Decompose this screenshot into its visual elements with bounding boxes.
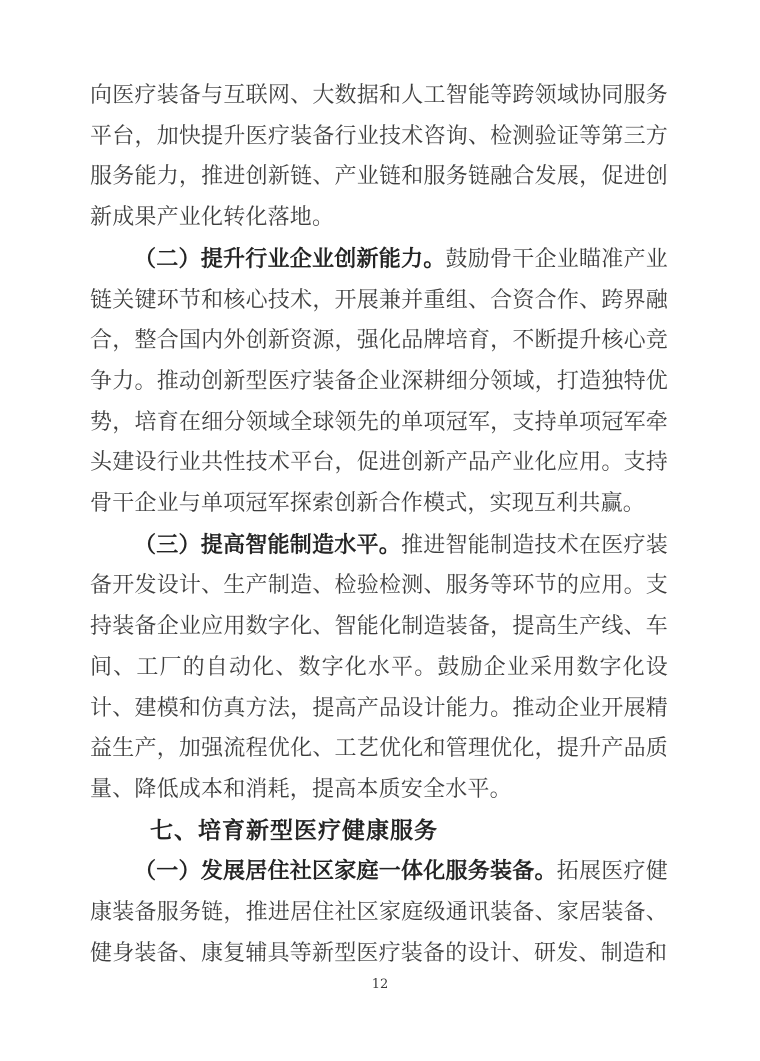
text-run: （二）提升行业企业创新能力。 <box>134 245 446 272</box>
paragraph <box>90 525 668 811</box>
paragraph <box>90 239 668 525</box>
text-run: 推进智能制造技术在医疗装备开发设计、生产制造、检验检测、服务等环节的应用。支持装备企业应用数字化、智能化制造装备，提高生产线、车间、工厂的自动化、数字化水平。鼓励企业采用数字化设计、建模和仿真方法，提高产品设计能力。推动企业开展精益生产，加强流程优化、工艺优化和管理优化，提升产品质量、降低成本和消耗，提高本质安全水平。 <box>90 532 669 802</box>
text-run: 向医疗装备与互联网、大数据和人工智能等跨领域协同服务平台，加快提升医疗装备行业技术咨询、检测验证等第三方服务能力，推进创新链、产业链和服务链融合发展，促进创新成果产业化转化落地。 <box>90 83 668 231</box>
paragraph <box>90 76 668 239</box>
text-run: 拓展医疗健康装备服务链，推进居住社区家庭级通讯装备、家居装备、健身装备、康复辅具等新型医疗装备的设计、研发、制造和 <box>90 859 668 966</box>
text-run: 七、培育新型医疗健康服务 <box>150 817 438 844</box>
document-body <box>90 76 668 974</box>
section-heading <box>90 811 668 852</box>
text-run: 鼓励骨干企业瞄准产业链关键环节和核心技术，开展兼并重组、合资合作、跨界融合，整合国内外创新资源，强化品牌培育，不断提升核心竞争力。推动创新型医疗装备企业深耕细分领域，打造独特优势，培育在细分领域全球领先的单项冠军，支持单项冠军牵头建设行业共性技术平台，促进创新产品产业化应用。支持骨干企业与单项冠军探索创新合作模式，实现互利共赢。 <box>90 246 668 517</box>
paragraph <box>90 851 668 974</box>
text-run: （一）发展居住社区家庭一体化服务装备。 <box>134 858 557 885</box>
page-number: 12 <box>371 977 389 992</box>
text-run: （三）提高智能制造水平。 <box>134 531 402 558</box>
